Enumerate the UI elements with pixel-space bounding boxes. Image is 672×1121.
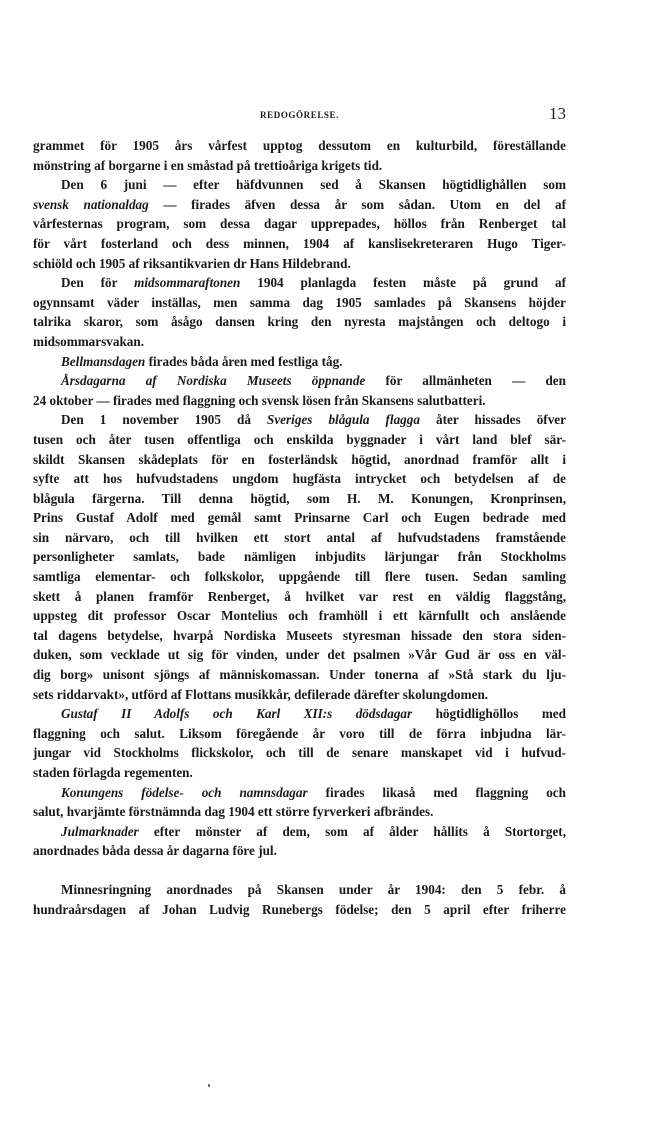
text-line: sets riddarvakt», utförd af Flottans musikkår, defilerade därefter skolungdomen. <box>33 686 489 702</box>
text-line <box>33 371 566 391</box>
text-line: skildt Skansen skådeplats för en fosterländsk högtid, anordnad framför allt i <box>33 451 566 467</box>
section-keyword: Minnesringning <box>61 881 152 897</box>
text-line: salut, hvarjämte förstnämnda dag 1904 ett större fyrverkeri afbrändes. <box>33 804 434 820</box>
text-line: midsommarsvakan. <box>33 333 145 349</box>
text-line: för vårt fosterland och dess minnen, 1904 af kanslisekreteraren Hugo Tiger- <box>33 235 566 251</box>
text-line: Prins Gustaf Adolf med gemål samt Prinsarne Carl och Eugen bedrade med <box>33 510 566 526</box>
text-line: ogynnsamt väder inställas, men samma dag 1905 samlades på Skansens höjder <box>33 294 566 310</box>
text-line: tal dagens betydelse, hvarpå Nordiska Museets styresman hissade den stora siden- <box>33 627 566 643</box>
text-segment: Den 1 november 1905 då <box>61 412 267 428</box>
text-line: Den 6 juni — efter häfdvunnen sed å Skansen högtidlighållen som <box>61 177 566 193</box>
text-line: grammet för 1905 års vårfest upptog dessutom en kulturbild, föreställande <box>33 138 566 153</box>
text-line: vårfesternas program, som dessa dagar upprepades, höllos från Renberget tal <box>33 216 566 232</box>
page-header <box>33 104 566 128</box>
print-speck <box>208 1084 210 1087</box>
text-segment: firades likaså med flaggning och <box>307 784 566 800</box>
text-segment: högtidlighöllos med <box>412 706 566 722</box>
italic-phrase: Julmarknader <box>61 823 139 839</box>
page-number: 13 <box>549 104 566 123</box>
text-segment: för allmänheten — den <box>365 373 566 389</box>
text-line: schiöld och 1905 af riksantikvarien dr Hans Hildebrand. <box>33 255 351 271</box>
text-segment: Den för <box>61 275 135 291</box>
text-line: blågula färgerna. Till denna högtid, som H. M. Konungen, Kronprinsen, <box>33 490 566 506</box>
text-line: 24 oktober — firades med flaggning och svensk lösen från Skansens salutbatteri. <box>33 392 486 408</box>
text-line: sin närvaro, och till hvilken ett stort antal af hufvudstadens framstående <box>33 529 566 545</box>
text-segment: anordnades på Skansen under år 1904: den 5 febr. å <box>151 881 566 897</box>
italic-phrase: Konungens födelse- och namnsdagar <box>61 784 308 800</box>
text-line <box>33 880 566 900</box>
italic-phrase: midsommaraftonen <box>134 275 241 291</box>
text-segment: — firades äfven dessa år som sådan. Utom en del af <box>148 196 566 212</box>
text-line <box>33 352 566 372</box>
italic-phrase: svensk nationaldag <box>33 196 149 212</box>
text-line: mönstring af borgarne i en småstad på trettioåriga krigets tid. <box>33 157 383 173</box>
text-segment: firades båda åren med festliga tåg. <box>145 353 343 369</box>
text-line <box>33 822 566 842</box>
text-line: hundraårsdagen af Johan Ludvig Runebergs födelse; den 5 april efter friherre <box>33 901 566 917</box>
italic-phrase: Bellmansdagen <box>61 353 146 369</box>
text-line: flaggning och salut. Liksom föregående år voro till de förra inbjudna lär- <box>33 725 566 741</box>
text-line: personligheter samlats, bade nämligen inbjudits lärjungar från Stockholms <box>33 549 566 565</box>
text-line: staden förlagda regementen. <box>33 765 193 780</box>
text-line: anordnades båda dessa år dagarna före jul. <box>33 843 277 859</box>
text-line: talrika skaror, som åsågo dansen kring den nyresta majstången och deltogo i <box>33 314 566 330</box>
running-title: REDOGÖRELSE. <box>260 110 339 120</box>
text-line: uppsteg dit professor Oscar Montelius och framhöll i ett kärnfullt och anslående <box>33 608 566 624</box>
text-segment: efter mönster af dem, som af ålder hållits å Stortorget, <box>138 823 566 839</box>
body-text <box>33 136 566 919</box>
text-segment: 1904 planlagda festen måste på grund af <box>240 275 566 291</box>
text-line: syfte att hos hufvudstadens ungdom hugfästa intrycket och betydelsen af de <box>33 471 566 487</box>
text-line: tusen och åter tusen offentliga och enskilda byggnader i vårt land blef sär- <box>33 431 566 447</box>
text-line: skett å planen framför Renberget, å hvilket var rest en väldig flaggstång, <box>33 588 566 604</box>
italic-phrase: Gustaf II Adolfs och Karl XII:s dödsdagar <box>61 706 413 722</box>
text-line <box>33 273 566 293</box>
text-line <box>33 195 566 215</box>
text-segment: åter hissades öfver <box>419 412 566 428</box>
text-line <box>33 410 566 430</box>
italic-phrase: Sveriges blågula flagga <box>266 412 420 428</box>
text-line: samtliga elementar- och folkskolor, uppgående till flere tusen. Sedan samling <box>33 569 566 585</box>
text-line <box>33 783 566 803</box>
text-line: jungar vid Stockholms flickskolor, och till de senare manskapet vid i hufvud- <box>33 745 566 761</box>
text-line: duken, som vecklade ut sig för vinden, under det psalmen »Vår Gud är oss en väl- <box>33 647 566 663</box>
text-line: dig borg» unisont sjöngs af människomassan. Under tonerna af »Stå stark du lju- <box>33 667 566 683</box>
text-line <box>33 704 566 724</box>
italic-phrase: Årsdagarna af Nordiska Museets öppnande <box>61 373 366 389</box>
